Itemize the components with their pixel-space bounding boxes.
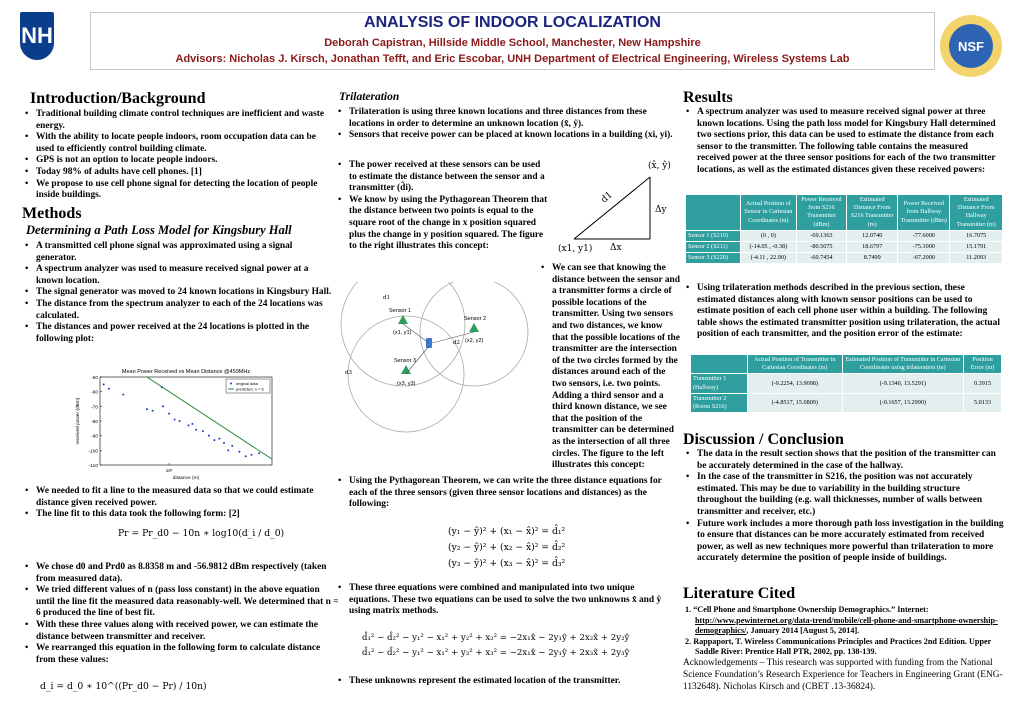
x-tick-label: 10¹ — [165, 469, 173, 474]
list-item: • These unknowns represent the estimated location of the transmitter. — [349, 676, 677, 688]
list-item: • Sensors that receive power can be placed at known locations in a building (xi, yi). — [349, 130, 675, 142]
list-item: • Today 98% of adults have cell phones. [1] — [36, 167, 334, 179]
sensor3-label: Sensor 3 — [394, 358, 417, 364]
data-point — [187, 424, 189, 426]
distance-equation-2: (y₂ − ŷ)² + (x₂ − x̂)² = d̂₂² — [448, 542, 566, 553]
table-cell: (-9.2254, 13.9098) — [748, 374, 843, 393]
literature-heading: Literature Cited — [683, 585, 796, 602]
poster-title: ANALYSIS OF INDOOR LOCALIZATION — [364, 14, 661, 31]
table-cell: 5.0133 — [964, 393, 1002, 412]
table-cell: 16.7075 — [950, 230, 1003, 241]
data-point — [245, 455, 247, 457]
table-header — [686, 195, 741, 231]
triangle-dy-label: Δy — [655, 205, 667, 215]
results-heading: Results — [683, 89, 733, 106]
table-cell: Transmitter 1 (Hallway) — [691, 374, 748, 393]
d1-label: d1 — [383, 295, 391, 301]
results-section — [683, 89, 1003, 177]
table-header — [691, 355, 748, 374]
hypotenuse-line — [574, 177, 650, 239]
table-header: Estimated Position of Transmitter in Cartesian Coordinates using trilateration (m) — [842, 355, 964, 374]
table-header: Power Received from S216 Transmitter (dBm) — [796, 195, 847, 231]
y-tick-label: -50 — [91, 376, 98, 381]
reference-2 — [683, 637, 1005, 658]
combined-equation-2: d̂₁² − d̂₂² − y₁² − x₁² + y₃² + x₃² = −2x₁x̂ − 2y₁ŷ + 2x₃x̂ + 2y₃ŷ — [362, 648, 630, 658]
final-text — [335, 676, 677, 688]
path-loss-plot — [70, 365, 280, 483]
results-bullets — [683, 107, 1003, 177]
table-cell: (-4.8517, 15.0809) — [748, 393, 843, 412]
data-point — [162, 405, 164, 407]
list-item: • Using the Pythagorean Theorem, we can write the three distance equations for each of the three sensors (given three sensor locations and distances) as the following: — [349, 476, 677, 511]
table-cell: (-9.1340, 13.5291) — [842, 374, 964, 393]
d2-label: d2 — [453, 340, 461, 346]
legend-label-data: original data — [236, 381, 258, 386]
data-point — [213, 439, 215, 441]
list-item: • In the case of the transmitter in S216, the position was not accurately estimated. This may be due to variability in the building structure throughout the building (e.g. wall thicknesses, number of walls between transmitter and receiver, etc.) — [697, 472, 1005, 518]
table-cell: -77.6000 — [898, 230, 950, 241]
trilateration-circles — [337, 282, 545, 474]
data-point — [238, 451, 240, 453]
intro-bullets — [22, 109, 334, 202]
list-item: • Trilateration is using three known locations and three distances from these locations in order to determine an unknown location (x̂, ŷ). — [349, 107, 675, 130]
reference-text: Rappaport, T. Wireless Communications Principles and Practices 2nd Edition. Upper Saddle River: Prentice Hall PTR, 2002, pp. 138-139. — [693, 636, 992, 657]
sensor2-marker — [469, 323, 479, 332]
legend-label-fit: predicted, n = 6 — [236, 386, 264, 392]
list-item: • Traditional building climate control techniques are inefficient and waste energy. — [36, 109, 334, 132]
discussion-bullets — [683, 449, 1005, 565]
list-item: • A spectrum analyzer was used to measure received signal power at three known locations. Using the path loss model for Kingsbury Hall determined two sections prior, this data can be used to estimate the distance from each sensor to the transmitter. The following table contains the measured received power at the three sensor positions for each of the two transmitter locations, as well as the estimated distances given these received powers: — [697, 107, 1003, 177]
data-point — [103, 383, 105, 385]
poster-advisors: Advisors: Nicholas J. Kirsch, Jonathan Tefft, and Eric Escobar, UNH Department of Electrical Engineering, Wireless Systems Lab — [175, 53, 850, 65]
data-point — [208, 435, 210, 437]
distance-equations — [448, 524, 565, 572]
methods-section-2 — [22, 486, 334, 521]
list-item: • We can see that knowing the distance between the sensor and a transmitter forms a circle of possible locations of the transmitter. Using two sensors and two distances, we know that the possible locations of the transmitter are the intersection of the two circles formed by the distances around each of the two sensors, i.e. two points. Adding a third sensor and a third known distance, we see that the position of the transmitter can be determined as the intersection of all three circles. The figure to the left illustrates this concept: — [552, 263, 680, 472]
y-axis-label: received power (dBm) — [76, 397, 81, 445]
y-tick-label: -100 — [88, 449, 98, 455]
y-tick-label: -80 — [91, 420, 98, 425]
list-item: • The power received at these sensors can be used to estimate the distance between the sensor and a transmitter (d̂i). — [349, 160, 550, 195]
data-point — [152, 410, 154, 412]
y-tick-label: -70 — [91, 405, 98, 411]
table-cell: 11.2093 — [950, 253, 1003, 264]
pythagoras-bullets — [335, 160, 550, 253]
table-cell: 0.3915 — [964, 374, 1002, 393]
list-item: • A spectrum analyzer was used to measure received signal power at a known location. — [36, 264, 334, 287]
reference-1 — [683, 605, 1005, 637]
table-header-row — [686, 195, 1003, 231]
data-point — [218, 438, 220, 440]
sensor2-label: Sensor 2 — [464, 316, 487, 322]
legend-marker-data — [230, 383, 232, 385]
combine-text — [335, 583, 677, 618]
param-bullets — [22, 562, 340, 666]
trilateration-heading: Trilateration — [339, 91, 400, 103]
fit-bullets — [22, 486, 334, 521]
triangle-dx-label: Δx — [610, 243, 622, 253]
data-point — [108, 388, 110, 390]
data-point — [227, 449, 229, 451]
data-point — [191, 423, 193, 425]
table-header: Actual Position of Transmitter in Cartesian Coordinates (m) — [748, 355, 843, 374]
methods-section-3 — [22, 562, 340, 666]
table-header: Estimated Distance From S216 Transmitter (m) — [847, 195, 898, 231]
data-point — [251, 454, 253, 456]
nsf-logo — [938, 13, 1004, 79]
triangle-hyp-label: d1 — [599, 190, 615, 206]
table-header-row — [691, 355, 1002, 374]
list-item: • We know by using the Pythagorean Theorem that the distance between two points is equal to the square root of the change in x position squared plus the change in y position squared. The figure to the right illustrates this concept: — [349, 195, 550, 253]
table-row — [686, 242, 1003, 253]
discussion-section — [683, 431, 1005, 565]
table-cell: Sensor 2 (S211) — [686, 242, 741, 253]
y-tick-label: -90 — [91, 434, 98, 440]
list-item: • The signal generator was moved to 24 known locations in Kingsbury Hall. — [36, 287, 334, 299]
results-bullets-2 — [683, 283, 1003, 341]
reference-link[interactable]: http://www.pewinternet.org/data-trend/mobile/cell-phone-and-smartphone-ownership-demographics/ — [695, 615, 998, 636]
distance-equation-3: (y₃ − ŷ)² + (x₃ − x̂)² = d̂₃² — [448, 558, 566, 569]
table-header: Power Received from Hallway Transmitter (dBm) — [898, 195, 950, 231]
table-header: Estimated Distance From Hallway Transmitter (m) — [950, 195, 1003, 231]
list-item: • With the ability to locate people indoors, room occupation data can be used to efficiently control building climate. — [36, 132, 334, 155]
sensor1-coords: (x1, y1) — [393, 330, 412, 336]
trilateration-pythagoras — [335, 160, 550, 253]
table-cell: Sensor 3 (S220) — [686, 253, 741, 264]
list-item: • The data in the result section shows that the position of the transmitter can be accurately determined in the case of the hallway. — [697, 449, 1005, 472]
literature-section — [683, 585, 1005, 693]
acknowledgements: Acknowledgements – This research was supported with funding from the National Science Foundation’s Research Experience for Teachers in Engineering Grant (ENG-1132648). Nicholas Kirsch and (CBET .13-36824). — [683, 657, 1003, 692]
list-item: • A transmitted cell phone signal was approximated using a signal generator. — [36, 241, 334, 264]
table-header: Actual Position of Sensor in Cartesian Coordinates (m) — [741, 195, 797, 231]
reference-text: “Cell Phone and Smartphone Ownership Demographics.” Internet: — [693, 605, 929, 614]
table-cell: (-14.05 , -0.38) — [741, 242, 797, 253]
list-item: • The distances and power received at the 24 locations is plotted in the following plot: — [36, 322, 334, 345]
table-row — [686, 253, 1003, 264]
sensor2-coords: (x2, y2) — [465, 338, 484, 344]
data-point — [231, 445, 233, 447]
list-item: • We propose to use cell phone signal for detecting the location of people inside buildings. — [36, 179, 334, 202]
sensor3-coords: (x3, y3) — [397, 381, 416, 387]
table-cell: -60.7454 — [796, 253, 847, 264]
list-item: • We rearranged this equation in the following form to calculate distance from these values: — [36, 643, 340, 666]
discussion-heading: Discussion / Conclusion — [683, 431, 844, 448]
table-row — [691, 374, 1002, 393]
data-point — [223, 442, 225, 444]
table-header: Position Error (m) — [964, 355, 1002, 374]
data-point — [179, 420, 181, 422]
pythagoras-triangle — [556, 155, 676, 255]
table-row — [686, 230, 1003, 241]
unh-logo: NH — [20, 12, 54, 60]
table-cell: (-0.1657, 13.2990) — [842, 393, 964, 412]
list-item: • We chose d0 and Prd0 as 8.8358 m and -56.9812 dBm respectively (taken from measured data). — [36, 562, 340, 585]
table-cell: -75.1000 — [898, 242, 950, 253]
transmitter-table — [690, 354, 1002, 413]
table-cell: -69.1363 — [796, 230, 847, 241]
list-item: • These three equations were combined and manipulated into two unique equations. These two equations can be used to solve the two unknowns x̂ and ŷ using matrix methods. — [349, 583, 677, 618]
distance-formula: d_i = d_0 ∗ 10^((Pr_d0 − Pr) / 10n) — [40, 681, 207, 692]
results-section-2 — [683, 283, 1003, 341]
sensor-table — [685, 194, 1003, 264]
reference-text: , January 2014 [August 5, 2014]. — [746, 626, 860, 636]
table-cell: -67.2000 — [898, 253, 950, 264]
list-item: • GPS is not an option to locate people indoors. — [36, 155, 334, 167]
intro-heading: Introduction/Background — [30, 90, 206, 107]
combined-equations — [362, 631, 629, 661]
x-axis-label: distance (m) — [172, 476, 200, 481]
methods-bullets — [22, 241, 334, 345]
data-point — [195, 429, 197, 431]
poster-header — [90, 12, 935, 70]
trilateration-bullets — [335, 107, 675, 142]
data-point — [146, 408, 148, 410]
table-row — [691, 393, 1002, 412]
reference-number: 1. — [685, 605, 692, 614]
data-point — [161, 386, 163, 388]
y-tick-label: -60 — [91, 390, 98, 396]
table-cell: Transmitter 2 (Room S216) — [691, 393, 748, 412]
final-bullets — [335, 676, 677, 688]
list-item: • With these three values along with received power, we can estimate the distance between transmitter and receiver. — [36, 620, 340, 643]
methods-section — [22, 205, 334, 345]
list-item: • Future work includes a more thorough path loss investigation in the building to ensure that distances can be more accurately estimated from received power, as well as new techniques more powerful than trilateration to more accurately determine the position of people inside of buildings. — [697, 519, 1005, 565]
triangle-bottom-label: (x1, y1) — [558, 244, 593, 254]
intro-section — [22, 90, 334, 202]
circles-explanation — [538, 263, 680, 472]
reference-number: 2. — [685, 636, 692, 646]
d3-label: d3 — [345, 370, 353, 376]
list-item: • We needed to fit a line to the measured data so that we could estimate distance given received power. — [36, 486, 334, 509]
pythagoras-equations-text — [335, 476, 677, 511]
methods-heading: Methods — [22, 205, 82, 222]
list-item: • The line fit to this data took the following form: [2] — [36, 509, 334, 521]
data-point — [202, 430, 204, 432]
circles-bullets — [538, 263, 680, 472]
combine-bullets — [335, 583, 677, 618]
table-cell: 15.1791 — [950, 242, 1003, 253]
distance-equation-1: (y₁ − ŷ)² + (x₁ − x̂)² = d̂₁² — [448, 526, 566, 537]
combined-equation-1: d̂₁² − d̂₂² − y₁² − x₁² + y₂² + x₂² = −2x₁x̂ − 2y₁ŷ + 2x₂x̂ + 2y₂ŷ — [362, 633, 630, 643]
data-point — [168, 413, 170, 415]
table-cell: Sensor 1 (S210) — [686, 230, 741, 241]
triangle-top-label: (x̂, ŷ) — [648, 161, 671, 171]
sensor1-label: Sensor 1 — [389, 308, 412, 314]
list-item: • Using trilateration methods described in the previous section, these estimated distances along with known sensor positions can be used to estimate position of each cell phone user within a building. The following table shows the estimated transmitter position using trilateration, the actual position of each transmitter, and the position error of the estimate: — [697, 283, 1003, 341]
table-cell: 12.0740 — [847, 230, 898, 241]
nsf-logo-text: NSF — [958, 39, 984, 54]
table-cell: (-4.11 , 22.90) — [741, 253, 797, 264]
data-point — [174, 419, 176, 421]
table-cell: 8.7499 — [847, 253, 898, 264]
plot-title: Mean Power Received vs Mean Distance @459MHz — [121, 369, 251, 375]
trilateration-intro — [335, 107, 675, 142]
data-point — [258, 452, 260, 454]
list-item: • We tried different values of n (pass loss constant) in the above equation until the line fit the measured data reasonably-well. We determined that n = 6 produced the line of best fit. — [36, 585, 340, 620]
y-tick-label: -110 — [88, 464, 98, 469]
methods-subheading: Determining a Path Loss Model for Kingsbury Hall — [26, 223, 292, 237]
table-cell: 18.6797 — [847, 242, 898, 253]
sensor2-circle — [420, 282, 528, 386]
list-item: • The distance from the spectrum analyzer to each of the 24 locations was calculated. — [36, 299, 334, 322]
table-cell: -80.5075 — [796, 242, 847, 253]
poster-author: Deborah Capistran, Hillside Middle School, Manchester, New Hampshire — [324, 37, 701, 49]
data-point — [122, 394, 124, 396]
table-cell: (0 , 0) — [741, 230, 797, 241]
pythagoras-eq-bullets — [335, 476, 677, 511]
path-loss-formula: Pr = Pr_d0 − 10n ∗ log10(d_i / d_0) — [118, 528, 285, 539]
